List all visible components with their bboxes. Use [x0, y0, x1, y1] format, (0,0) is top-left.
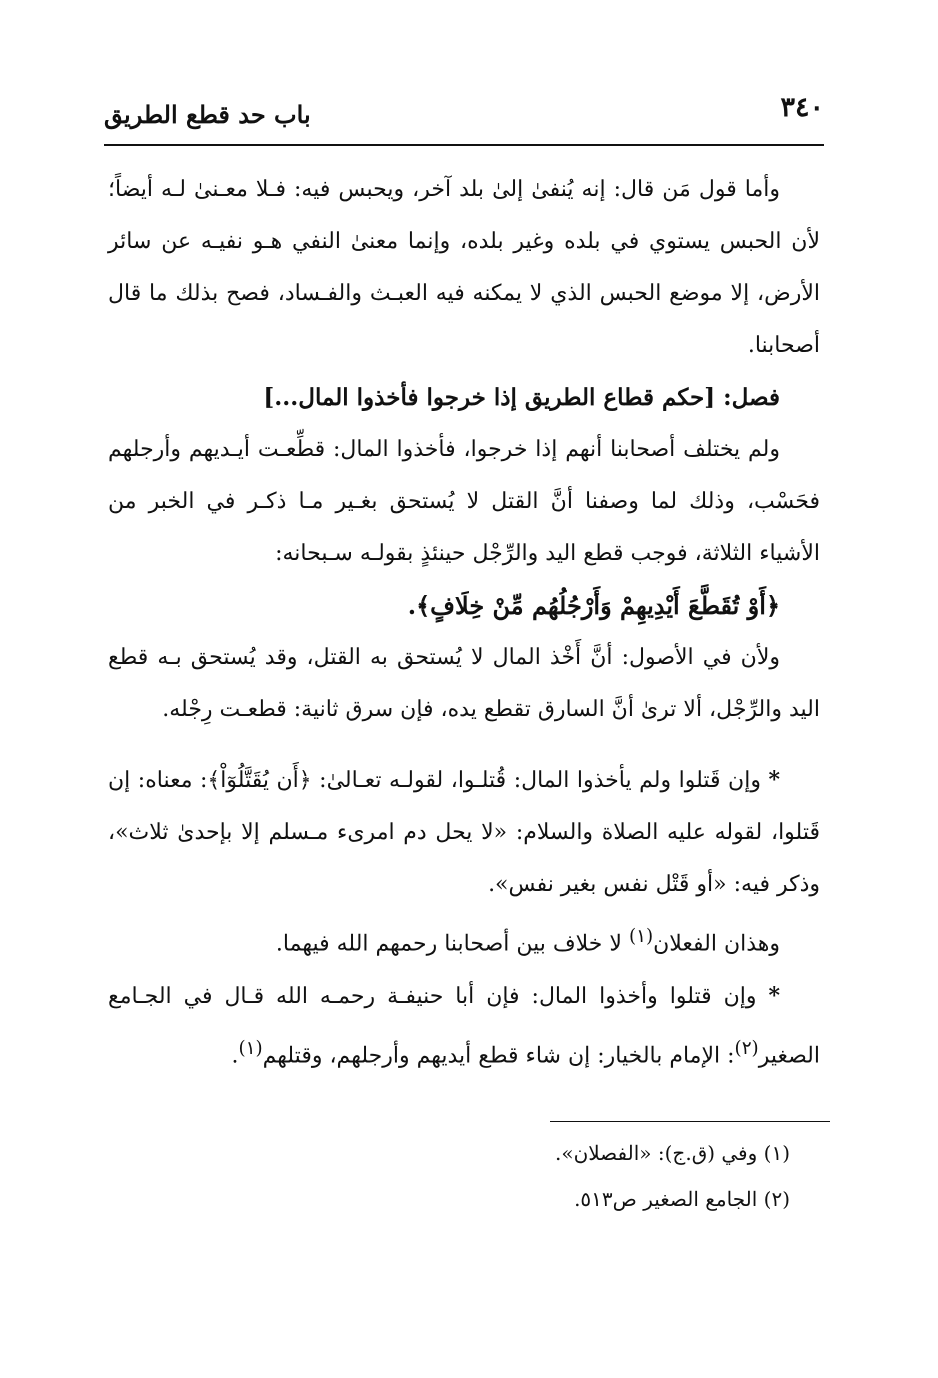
- asterisk-marker: *: [768, 983, 780, 1010]
- paragraph-6-text-a: وإن قتلوا وأخذوا المال: فإن أبا حنيفـة رحمـه الله قـال في الجـامع الصغير: [108, 984, 820, 1069]
- paragraph-6-text-b: : الإمام بالخيار: إن شاء قطع أيديهم وأرجلهم، وقتلهم: [262, 1043, 735, 1069]
- paragraph-1: وأما قول مَن قال: إنه يُنفىٰ إلىٰ بلد آخر، ويحبس فيه: فـلا معـنىٰ لـه أيضاً؛ لأن الحبس يستوي في بلده وغير بلده، وإنما معنىٰ النفي هـو نفيـه عن سائر الأرض، إلا موضع الحبس الذي لا يمكنه فيه العبـث والفـساد، فصح بذلك ما قال أصحابنا.: [108, 177, 820, 358]
- footnote-ref: (٢): [734, 1038, 759, 1060]
- page-header: [104, 92, 824, 142]
- section-heading: فصل: [حكم قطاع الطريق إذا خرجوا فأخذوا المال...]: [263, 384, 780, 411]
- main-text: [108, 164, 820, 1083]
- page-number: ٣٤٠: [780, 92, 824, 123]
- asterisk-marker: *: [768, 767, 780, 793]
- paragraph-4: [108, 754, 820, 911]
- footnote-ref: (١): [628, 926, 654, 947]
- paragraph-5: [108, 911, 820, 970]
- paragraph-2: ولم يختلف أصحابنا أنهم إذا خرجوا، فأخذوا المال: قطِّعـت أيـديهم وأرجلهم فحَسْب، وذلك لما وصفنا أنَّ القتل لا يُستحق بغـير مـا ذكـر في الخبر من الأشياء الثلاثة، فوجب قطع اليد والرِّجْل حينئذٍ بقولـه سـبحانه:: [108, 437, 820, 566]
- running-title: باب حد قطع الطريق: [104, 100, 311, 129]
- header-rule: [104, 144, 824, 146]
- paragraph-6-end: .: [231, 1043, 239, 1069]
- paragraph-6: [108, 970, 820, 1082]
- paragraph-4-text: وإن قَتلوا ولم يأخذوا المال: قُتلـوا، لقولـه تعـالىٰ: ﴿أَن يُقَتَّلُوٓاْ﴾: معناه: إن قَتلوا، لقوله عليه الصلاة والسلام: «لا يحل دم امرىء مـسلم إلا بإحدىٰ ثلاث»، وذكر فيه: «أو قَتْل نفس بغير نفس».: [108, 768, 820, 897]
- quran-verse: ﴿أَوْ تُقَطَّعَ أَيْدِيهِمْ وَأَرْجُلُهُم مِّنْ خِلَافٍ﴾.: [407, 591, 780, 620]
- paragraph-5-text-b: لا خلاف بين أصحابنا رحمهم الله فيهما.: [275, 931, 629, 957]
- footnotes: [300, 1130, 790, 1222]
- paragraph-5-text-a: وهذان الفعلان: [653, 931, 780, 957]
- paragraph-3: ولأن في الأصول: أنَّ أَخْذ المال لا يُستحق به القتل، وقد يُستحق بـه قطع اليد والرِّجْل، ألا ترىٰ أنَّ السارق تقطع يده، فإن سرق ثانية: قطعـت رِجْله.: [108, 645, 820, 722]
- footnote-ref: (١): [238, 1038, 263, 1060]
- spacer: [108, 736, 820, 754]
- footnote-rule: [550, 1121, 830, 1122]
- footnote-2: (٢) الجامع الصغير ص٥١٣.: [574, 1187, 790, 1211]
- footnote-1: (١) وفي (ق.ج): «الفصلان».: [554, 1141, 790, 1165]
